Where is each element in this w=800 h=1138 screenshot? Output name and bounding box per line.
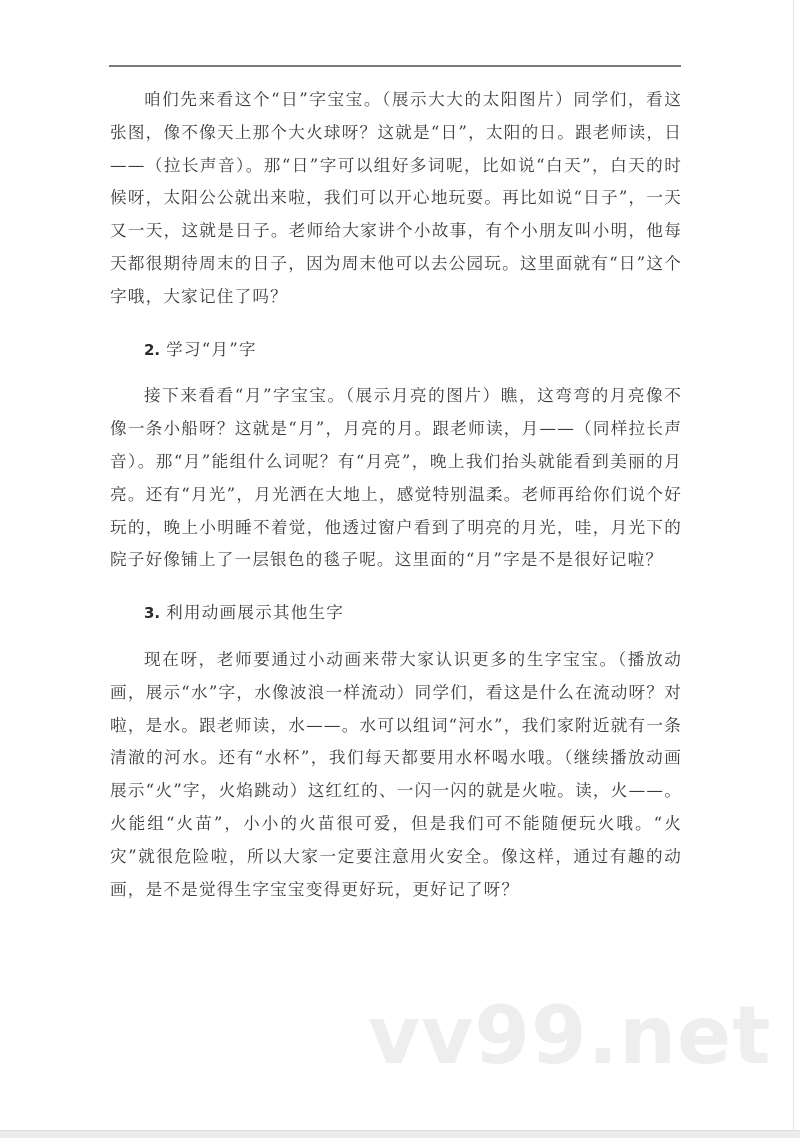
paragraph-animation: 现在呀，老师要通过小动画来带大家认识更多的生字宝宝。（播放动画，展示“水”字，水像波浪一样流动）同学们，看这是什么在流动呀？对啦，是水。跟老师读，水——。水可以组词“河水”，我们家附近就有一条清澈的河水。还有“水杯”，我们每天都要用水杯喝水哦。（继续播放动画展示“火”字，火焰跳动）这红红的、一闪一闪的就是火啦。读，火——。火能组“火苗”，小小的火苗很可爱，但是我们可不能随便玩火哦。“火灾”就很危险啦，所以大家一定要注意用火安全。像这样，通过有趣的动画，是不是觉得生字宝宝变得更好玩，更好记了呀？ [110,649,682,899]
header-rule [109,65,681,67]
paragraph-yue-character: 接下来看看“月”字宝宝。（展示月亮的图片）瞧，这弯弯的月亮像不像一条小船呀？这就是“月”，月亮的月。跟老师读，月——（同样拉长声音）。那“月”能组什么词呢？有“月亮”，晚上我们抬头就能看到美丽的月亮。还有“月光”，月光洒在大地上，感觉特别温柔。老师再给你们说个好玩的，晚上小明睡不着觉，他透过窗户看到了明亮的月光，哇，月光下的院子好像铺上了一层银色的毯子呢。这里面的“月”字是不是很好记啦？ [110,386,682,570]
paragraph-ri-character: 咱们先来看这个“日”字宝宝。（展示大大的太阳图片）同学们，看这张图，像不像天上那个大火球呀？这就是“日”，太阳的日。跟老师读，日——（拉长声音）。那“日”字可以组好多词呢，比如说“白天”，白天的时候呀，太阳公公就出来啦，我们可以开心地玩耍。再比如说“日子”，一天又一天，这就是日子。老师给大家讲个小故事，有个小朋友叫小明，他每天都很期待周末的日子，因为周末他可以去公园玩。这里面就有“日”这个字哦，大家记住了吗？ [110,90,682,306]
section-title: 利用动画展示其他生字 [166,603,345,623]
spacer [110,630,682,644]
spacer [110,314,682,334]
section-title: 学习“月”字 [166,339,257,359]
section-heading-3 [110,597,682,630]
spacer [110,366,682,380]
document-body [110,84,682,906]
section-number: 2. [144,340,161,359]
spacer [110,577,682,597]
section-number: 3. [144,604,161,623]
section-heading-2 [110,334,682,367]
watermark: vv99.net [368,989,772,1082]
